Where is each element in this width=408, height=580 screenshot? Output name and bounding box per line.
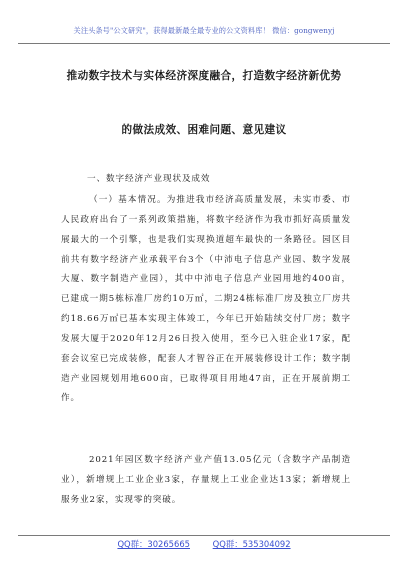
document-title-line-1: 推动数字技术与实体经济深度融合，打造数字经济新优势 bbox=[66, 70, 342, 82]
footer-qq-group-2[interactable]: QQ群：535304092 bbox=[212, 539, 291, 549]
body-paragraph bbox=[61, 451, 351, 511]
header-divider bbox=[18, 43, 390, 44]
paragraph-text: （一）基本情况。为推进我市经济高质量发展，未实市委、市人民政府出台了一系列政策措施，将数字经济作为我市抓好高质量发展最大的一个引擎，也是我们实现换道超车最快的一条路径。园区目前共有数字经济产业承载平台3个（中沛电子信息产业园、数字发展大厦、数字制造产业园），其中中沛电子信息产业园用地约400亩，已建成一期5栋标准厂房约10万㎡，二期24栋标准厂房及独立厂房共约18.66万㎡已基本实现主体竣工，今年已开始陆续交付厂房；数字发展大厦于2020年12月26日投入使用，至今已入驻企业17家，配套会议室已完成装修，配套人才智谷正在开展装修设计工作；数字制造产业园规划用地600亩，已取得项目用地47亩，正在开展前期工作。 bbox=[61, 195, 351, 404]
paragraph-text: 2021年园区数字经济产业产值13.05亿元（含数字产品制造业），新增规上工业企业3家，存量规上工业企业达13家；新增规上服务业2家，实现零的突破。 bbox=[61, 455, 351, 505]
body-paragraph bbox=[61, 191, 351, 409]
header-banner: 关注头条号"公文研究"，获得最新最全最专业的公文资料库！ 微信：gongwenyj bbox=[73, 26, 335, 35]
footer-qq-group-1[interactable]: QQ群：30265665 bbox=[117, 539, 190, 549]
document-title-line-2: 的做法成效、困难问题、意见建议 bbox=[121, 124, 287, 136]
footer-divider bbox=[18, 535, 390, 536]
footer bbox=[0, 538, 408, 550]
section-heading: 一、数字经济产业现状及成效 bbox=[87, 174, 211, 184]
